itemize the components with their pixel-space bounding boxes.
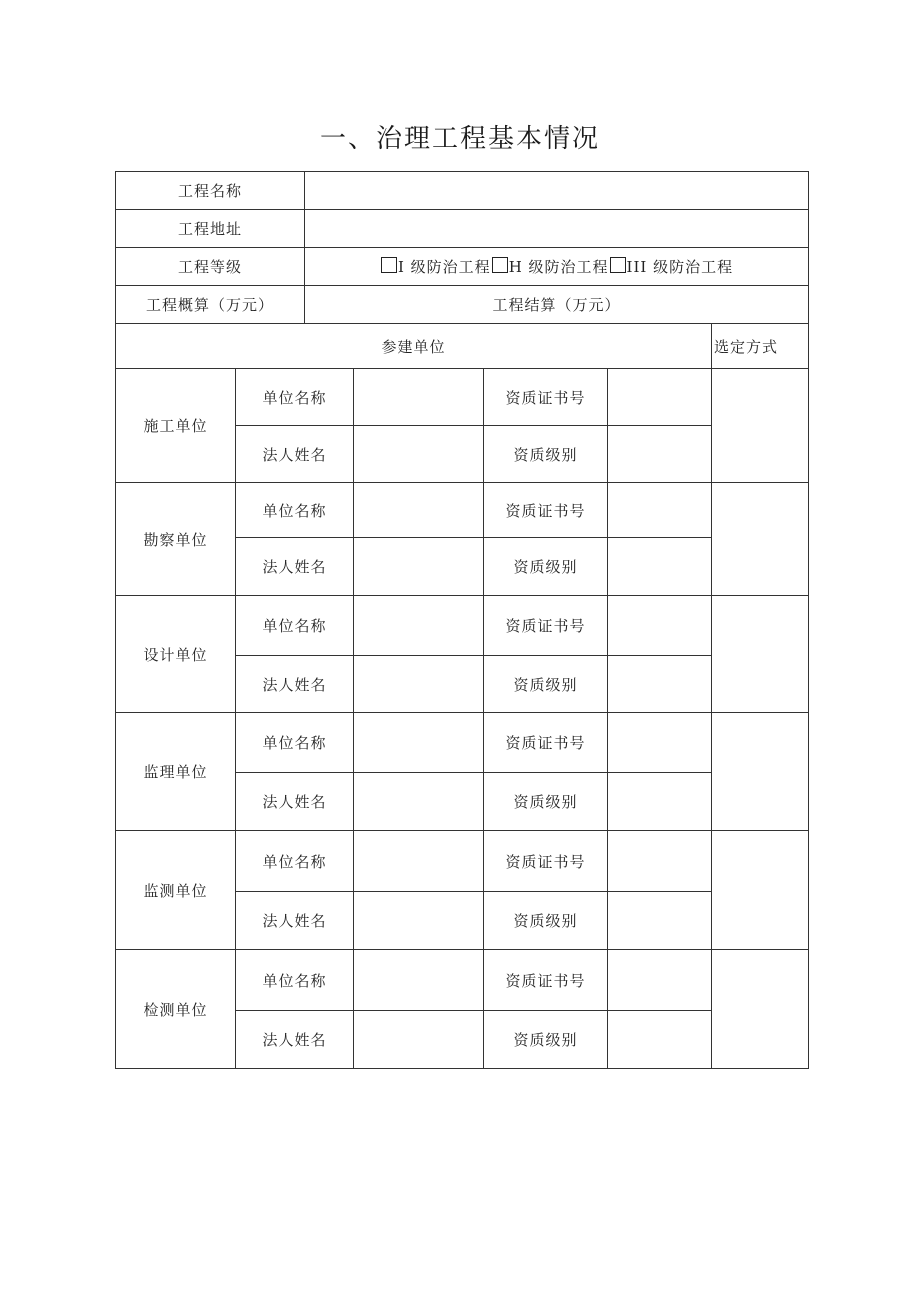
project-grade-label: 工程等级 [116, 248, 305, 286]
cert-no-label: 资质证书号 [484, 369, 608, 426]
project-address-field[interactable] [305, 210, 809, 248]
qual-level-field[interactable] [608, 656, 712, 713]
unit-type-label-testing: 检测单位 [116, 950, 236, 1069]
unit-name-field[interactable] [354, 369, 484, 426]
project-grade-row [116, 248, 809, 286]
cert-no-field[interactable] [608, 483, 712, 538]
unit-row-testing [116, 950, 809, 1011]
project-address-label: 工程地址 [116, 210, 305, 248]
cert-no-label: 资质证书号 [484, 596, 608, 656]
qual-level-label: 资质级别 [484, 892, 608, 950]
cert-no-label: 资质证书号 [484, 713, 608, 773]
project-name-field[interactable] [305, 172, 809, 210]
project-cost-row [116, 286, 809, 324]
unit-type-label-survey: 勘察单位 [116, 483, 236, 596]
legal-person-label: 法人姓名 [236, 1011, 354, 1069]
selection-method-header: 选定方式 [712, 324, 809, 369]
legal-person-label: 法人姓名 [236, 892, 354, 950]
selection-method-field[interactable] [712, 713, 809, 831]
grade-1-checkbox[interactable] [381, 257, 397, 273]
unit-name-field[interactable] [354, 950, 484, 1011]
unit-name-field[interactable] [354, 831, 484, 892]
legal-person-field[interactable] [354, 656, 484, 713]
selection-method-field[interactable] [712, 483, 809, 596]
project-address-row [116, 210, 809, 248]
qual-level-field[interactable] [608, 892, 712, 950]
cert-no-field[interactable] [608, 950, 712, 1011]
grade-1-label: I 级防治工程 [397, 258, 491, 276]
cert-no-field[interactable] [608, 369, 712, 426]
unit-row-construction [116, 369, 809, 426]
unit-row-survey [116, 483, 809, 538]
grade-2-checkbox[interactable] [492, 257, 508, 273]
participants-header: 参建单位 [116, 324, 712, 369]
unit-name-field[interactable] [354, 713, 484, 773]
unit-name-label: 单位名称 [236, 483, 354, 538]
unit-name-field[interactable] [354, 596, 484, 656]
unit-row-monitoring [116, 831, 809, 892]
legal-person-field[interactable] [354, 538, 484, 596]
qual-level-label: 资质级别 [484, 656, 608, 713]
grade-3-checkbox[interactable] [610, 257, 626, 273]
unit-name-label: 单位名称 [236, 596, 354, 656]
cert-no-label: 资质证书号 [484, 483, 608, 538]
project-info-table [115, 171, 809, 1069]
legal-person-field[interactable] [354, 426, 484, 483]
cert-no-label: 资质证书号 [484, 950, 608, 1011]
unit-name-label: 单位名称 [236, 950, 354, 1011]
legal-person-label: 法人姓名 [236, 538, 354, 596]
selection-method-field[interactable] [712, 596, 809, 713]
selection-method-field[interactable] [712, 831, 809, 950]
qual-level-field[interactable] [608, 773, 712, 831]
qual-level-label: 资质级别 [484, 538, 608, 596]
qual-level-label: 资质级别 [484, 773, 608, 831]
estimate-label: 工程概算（万元） [116, 286, 305, 324]
unit-type-label-supervision: 监理单位 [116, 713, 236, 831]
unit-name-label: 单位名称 [236, 369, 354, 426]
legal-person-label: 法人姓名 [236, 656, 354, 713]
qual-level-label: 资质级别 [484, 1011, 608, 1069]
qual-level-field[interactable] [608, 538, 712, 596]
legal-person-field[interactable] [354, 1011, 484, 1069]
unit-row-supervision [116, 713, 809, 773]
legal-person-field[interactable] [354, 892, 484, 950]
unit-row-design [116, 596, 809, 656]
unit-name-label: 单位名称 [236, 831, 354, 892]
selection-method-field[interactable] [712, 950, 809, 1069]
grade-2-label: H 级防治工程 [508, 258, 609, 276]
grade-3-label: III 级防治工程 [626, 258, 734, 276]
qual-level-label: 资质级别 [484, 426, 608, 483]
participants-header-row [116, 324, 809, 369]
cert-no-field[interactable] [608, 713, 712, 773]
legal-person-field[interactable] [354, 773, 484, 831]
cert-no-field[interactable] [608, 831, 712, 892]
legal-person-label: 法人姓名 [236, 426, 354, 483]
cert-no-field[interactable] [608, 596, 712, 656]
selection-method-field[interactable] [712, 369, 809, 483]
page-title: 一、治理工程基本情况 [319, 124, 600, 154]
qual-level-field[interactable] [608, 1011, 712, 1069]
project-grade-options [305, 248, 809, 286]
settlement-label: 工程结算（万元） [305, 286, 809, 324]
unit-name-field[interactable] [354, 483, 484, 538]
project-name-row [116, 172, 809, 210]
project-name-label: 工程名称 [116, 172, 305, 210]
cert-no-label: 资质证书号 [484, 831, 608, 892]
qual-level-field[interactable] [608, 426, 712, 483]
unit-type-label-monitoring: 监测单位 [116, 831, 236, 950]
legal-person-label: 法人姓名 [236, 773, 354, 831]
unit-type-label-construction: 施工单位 [116, 369, 236, 483]
unit-type-label-design: 设计单位 [116, 596, 236, 713]
unit-name-label: 单位名称 [236, 713, 354, 773]
